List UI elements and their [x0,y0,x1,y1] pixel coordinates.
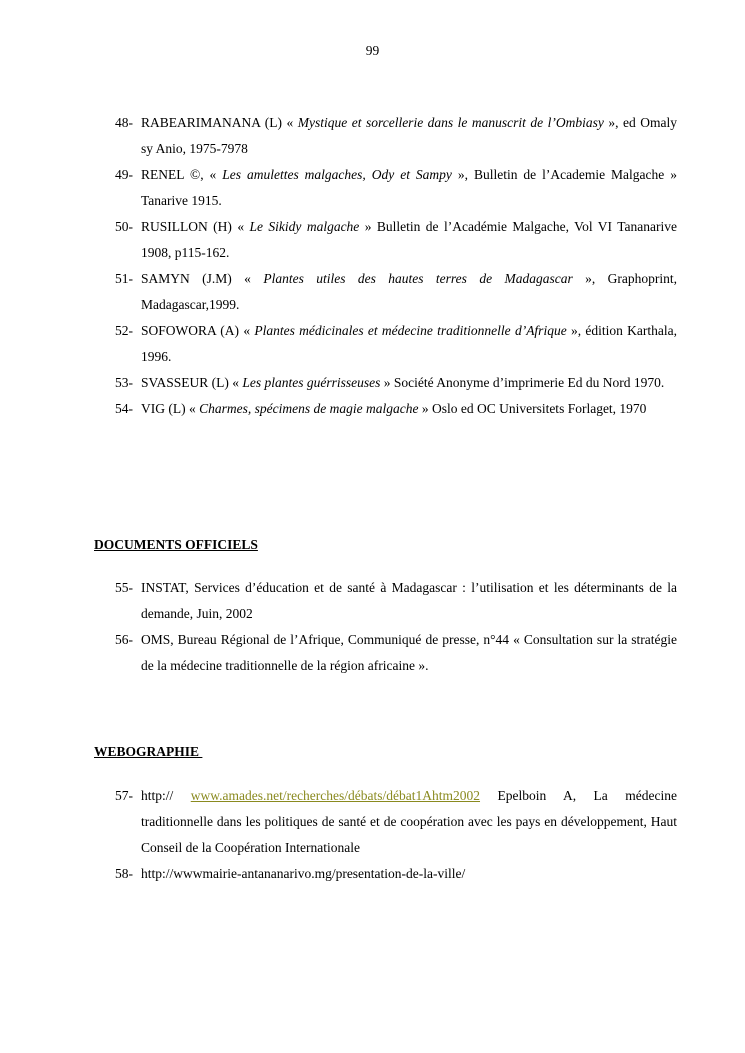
entry-author: SAMYN (J.M) « [141,271,264,286]
bibliography-entry [115,318,677,370]
entry-details: », édition Karthala, 1996. [141,323,677,364]
web-link[interactable]: www.amades.net/recherches/débats/débat1Ahtm2002 [190,788,481,803]
entry-details: » Société Anonyme d’imprimerie Ed du Nord 1970. [380,375,665,390]
entry-title: Mystique et sorcellerie dans le manuscrit de l’Ombiasy [297,115,604,130]
bibliography-entry [115,627,677,679]
bibliography-entry [115,162,677,214]
entry-number: 54- [115,401,133,416]
entry-number: 53- [115,375,133,390]
entry-number: 49- [115,167,133,182]
page-number: 99 [365,43,380,58]
entry-text: INSTAT, Services d’éducation et de santé à Madagascar : l’utilisation et les déterminants de la demande, Juin, 2002 [141,580,677,621]
entry-details: » Bulletin de l’Académie Malgache, Vol VI Tananarive 1908, p115-162. [141,219,677,260]
bibliography-entry [115,396,677,422]
entry-number: 57- [115,788,133,803]
bibliography-entry [115,861,677,887]
entry-number: 52- [115,323,133,338]
entry-author: RENEL ©, « [141,167,223,182]
section-heading-documents-officiels: DOCUMENTS OFFICIELS [94,537,258,552]
bibliography-entry [115,370,677,396]
entry-title: Plantes médicinales et médecine traditionnelle d’Afrique [254,323,567,338]
entry-url-text: http://wwwmairie-antananarivo.mg/presentation-de-la-ville/ [141,866,466,881]
entry-details: », ed Omaly sy Anio, 1975-7978 [141,115,677,156]
entry-title: Les amulettes malgaches, Ody et Sampy [222,167,452,182]
entry-number: 55- [115,580,133,595]
webography-list [115,783,677,887]
entry-number: 56- [115,632,133,647]
entry-details: Epelboin A, La médecine traditionnelle dans les politiques de santé et de coopération avec les pays en développement, Haut Conseil de la Coopération Internationale [141,788,677,855]
bibliography-entry [115,266,677,318]
entry-number: 51- [115,271,133,286]
entry-author: RUSILLON (H) « [141,219,250,234]
entry-text: OMS, Bureau Régional de l’Afrique, Communiqué de presse, n°44 « Consultation sur la stratégie de la médecine traditionnelle de la région africaine ». [141,632,677,673]
entry-title: Plantes utiles des hautes terres de Madagascar [263,271,573,286]
entry-details: », Graphoprint, Madagascar,1999. [141,271,678,312]
official-documents-list [115,575,677,679]
section-heading-webographie: WEBOGRAPHIE [94,744,203,759]
bibliography-entry [115,214,677,266]
bibliography-entry [115,110,677,162]
bibliography-entry [115,575,677,627]
entry-title: Les plantes guérrisseuses [242,375,381,390]
entry-author: RABEARIMANANA (L) « [141,115,298,130]
entry-author: VIG (L) « [141,401,200,416]
url-prefix: http:// [141,788,191,803]
entry-details: », Bulletin de l’Academie Malgache » Tanarive 1915. [141,167,677,208]
entry-number: 48- [115,115,133,130]
entry-number: 50- [115,219,133,234]
entry-author: SVASSEUR (L) « [141,375,243,390]
entry-number: 58- [115,866,133,881]
entry-title: Le Sikidy malgache [249,219,360,234]
entry-details: » Oslo ed OC Universitets Forlaget, 1970 [418,401,647,416]
bibliography-list [115,110,677,422]
entry-title: Charmes, spécimens de magie malgache [199,401,419,416]
entry-author: SOFOWORA (A) « [141,323,255,338]
bibliography-entry [115,783,677,861]
